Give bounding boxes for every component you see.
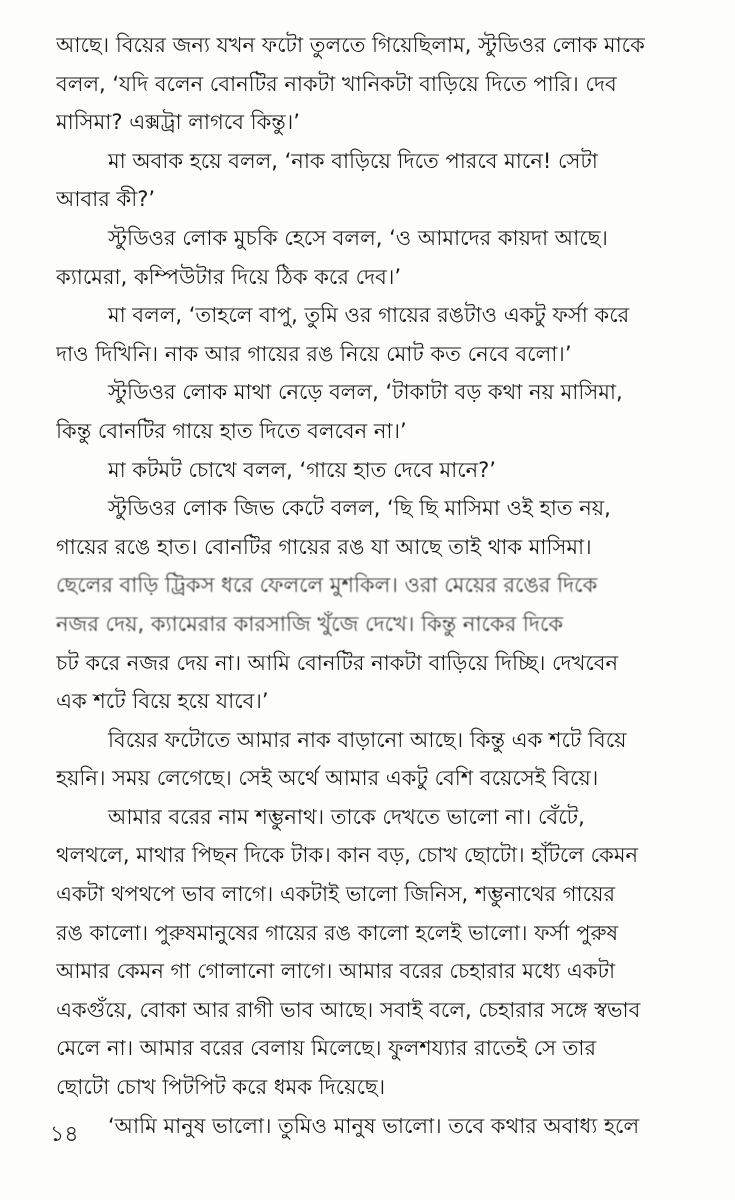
text-line: একগুঁয়ে, বোকা আর রাগী ভাব আছে। সবাই বলে, চেহারার সঙ্গে স্বভাব <box>56 997 641 1022</box>
text-line: আমার বরের নাম শম্ভুনাথ। তাকে দেখতে ভালো না। বেঁটে, <box>108 804 585 829</box>
text-line: চট করে নজর দেয় না। আমি বোনটির নাকটা বাড়িয়ে দিচ্ছি। দেখবেন <box>56 650 619 675</box>
text-line: ‘আমি মানুষ ভালো। তুমিও মানুষ ভালো। তবে কথার অবাধ্য হলে <box>108 1113 640 1138</box>
text-line: মাসিমা? এক্সট্রা লাগবে কিন্তু।’ <box>56 110 300 135</box>
text-line: এক শটে বিয়ে হয়ে যাবে।’ <box>56 689 269 714</box>
text-line: মা অবাক হয়ে বলল, ‘নাক বাড়িয়ে দিতে পারবে মানে! সেটা <box>108 148 598 173</box>
text-line: গায়ের রঙে হাত। বোনটির গায়ের রঙ যা আছে তাই থাক মাসিমা। <box>56 534 592 559</box>
text-line: ছোটো চোখ পিটপিট করে ধমক দিয়েছে। <box>56 1075 386 1100</box>
text-line: আবার কী?’ <box>56 187 156 212</box>
text-line: মেলে না। আমার বরের বেলায় মিলেছে। ফুলশয্যার রাতেই সে তার <box>56 1036 597 1061</box>
text-line: স্টুডিওর লোক মাথা নেড়ে বলল, ‘টাকাটা বড় কথা নয় মাসিমা, <box>108 380 623 405</box>
text-line: আমার কেমন গা গোলানো লাগে। আমার বরের চেহারার মধ্যে একটা <box>56 959 616 984</box>
text-line: স্টুডিওর লোক মুচকি হেসে বলল, ‘ও আমাদের কায়দা আছে। <box>108 225 608 250</box>
text-line: ক্যামেরা, কম্পিউটার দিয়ে ঠিক করে দেব।’ <box>56 264 402 289</box>
text-line: স্টুডিওর লোক জিভ কেটে বলল, ‘ছি ছি মাসিমা ওই হাত নয়, <box>108 496 611 521</box>
text-line: বিয়ের ফটোতে আমার নাক বাড়ানো আছে। কিন্তু এক শটে বিয়ে <box>108 727 627 752</box>
text-line: মা বলল, ‘তাহলে বাপু, তুমি ওর গায়ের রঙটাও একটু ফর্সা করে <box>108 303 630 328</box>
text-line: দাও দিখিনি। নাক আর গায়ের রঙ নিয়ে মোট কত নেবে বলো।’ <box>56 341 572 366</box>
text-line: নজর দেয়, ক্যামেরার কারসাজি খুঁজে দেখে। কিন্তু নাকের দিকে <box>56 611 564 636</box>
text-line: হয়নি। সময় লেগেছে। সেই অর্থে আমার একটু বেশি বয়েসেই বিয়ে। <box>56 766 599 791</box>
body-text <box>56 26 696 1145</box>
text-line: আছে। বিয়ের জন্য যখন ফটো তুলতে গিয়েছিলাম, স্টুডিওর লোক মাকে <box>56 33 645 57</box>
text-line: ছেলের বাড়ি ট্রিকস ধরে ফেললে মুশকিল। ওরা মেয়ের রঙের দিকে <box>56 573 598 598</box>
text-line: থলথলে, মাথার পিছন দিকে টাক। কান বড়, চোখ ছোটো। হাঁটলে কেমন <box>56 843 639 868</box>
text-line: বলল, ‘যদি বলেন বোনটির নাকটা খানিকটা বাড়িয়ে দিতে পারি। দেব <box>56 71 617 96</box>
text-line: মা কটমট চোখে বলল, ‘গায়ে হাত দেবে মানে?’ <box>108 457 496 482</box>
text-line: কিন্তু বোনটির গায়ে হাত দিতে বলবেন না।’ <box>56 418 407 443</box>
text-line: রঙ কালো। পুরুষমানুষের গায়ের রঙ কালো হলেই ভালো। ফর্সা পুরুষ <box>56 920 619 945</box>
page-number: ১৪ <box>50 1122 79 1147</box>
text-line: একটা থপথপে ভাব লাগে। একটাই ভালো জিনিস, শম্ভুনাথের গায়ের <box>56 882 615 907</box>
